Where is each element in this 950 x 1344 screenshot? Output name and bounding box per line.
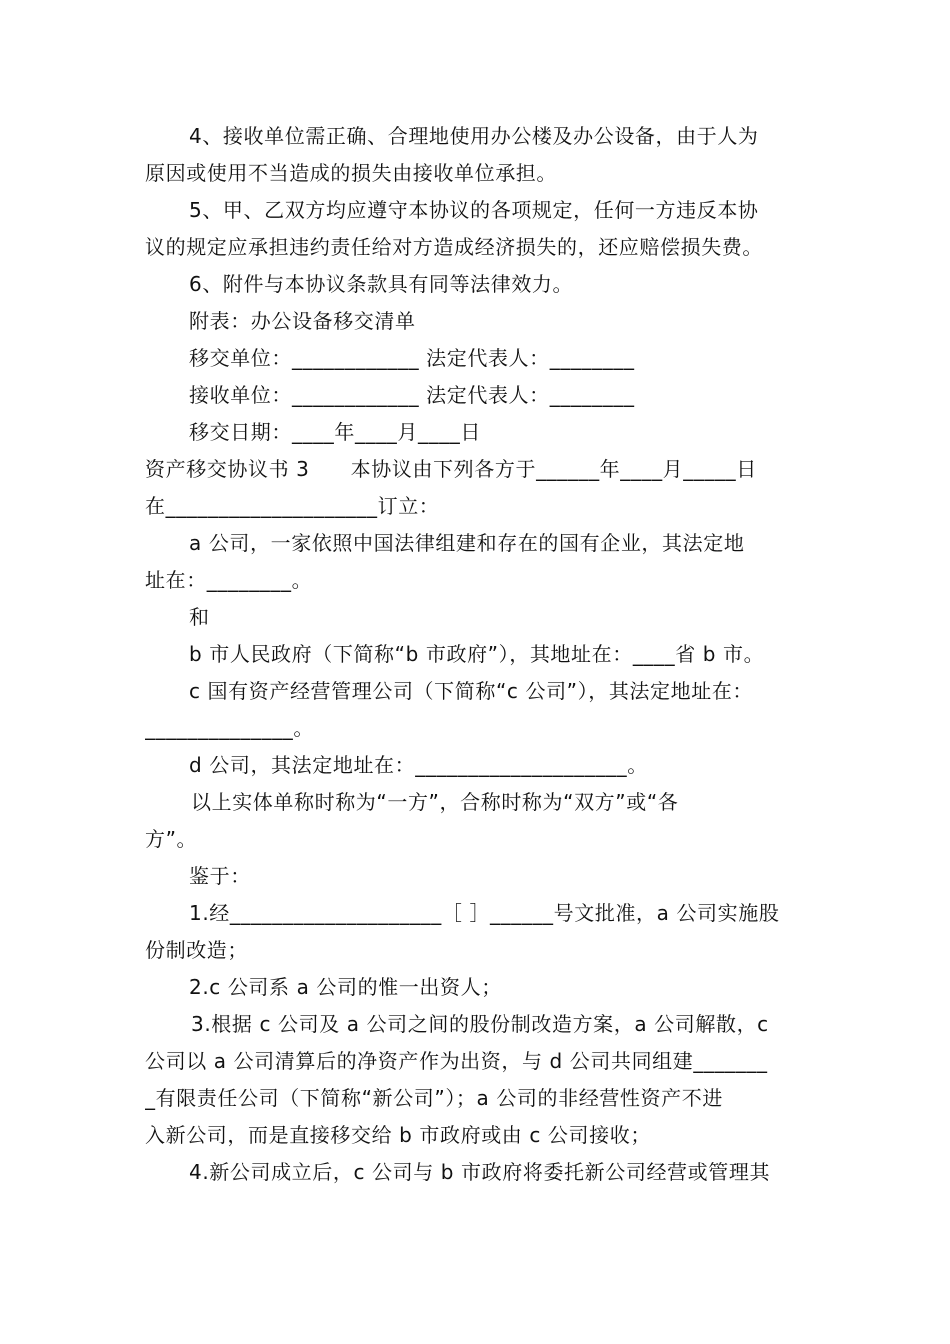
whereas-1-line-1: 1.经____________________［ ］______号文批准，a 公司实施股 — [189, 901, 780, 925]
clause-5-line-1: 5、甲、乙双方均应遵守本协议的各项规定，任何一方违反本协 — [189, 198, 759, 222]
whereas-4-line-1: 4.新公司成立后，c 公司与 b 市政府将委托新公司经营或管理其 — [189, 1160, 771, 1184]
parties-definition-line-2: 方”。 — [145, 827, 198, 851]
transfer-unit-line: 移交单位：____________ 法定代表人：________ — [189, 346, 635, 370]
whereas-3-line-1: 3.根据 c 公司及 a 公司之间的股份制改造方案，a 公司解散，c — [191, 1012, 769, 1036]
receiving-unit-line: 接收单位：____________ 法定代表人：________ — [189, 383, 635, 407]
document-body — [145, 118, 810, 1191]
clause-5-line-2: 议的规定应承担违约责任给对方造成经济损失的，还应赔偿损失费。 — [145, 235, 763, 259]
attachment-title: 附表：办公设备移交清单 — [189, 309, 416, 333]
whereas-3-line-2: 公司以 a 公司清算后的净资产作为出资，与 d 公司共同组建_______ — [145, 1049, 768, 1073]
party-d-line: d 公司，其法定地址在：____________________。 — [189, 753, 648, 777]
parties-definition-line-1: 以上实体单称时称为“一方”，合称时称为“双方”或“各 — [191, 790, 679, 814]
whereas-heading: 鉴于： — [189, 864, 251, 888]
transfer-date-line: 移交日期：____年____月____日 — [189, 420, 481, 444]
party-b-line: b 市人民政府（下简称“b 市政府”），其地址在：____省 b 市。 — [189, 642, 765, 666]
whereas-2: 2.c 公司系 a 公司的惟一出资人； — [189, 975, 502, 999]
clause-6: 6、附件与本协议条款具有同等法律效力。 — [189, 272, 574, 296]
party-c-line-2: ______________。 — [145, 716, 314, 740]
agreement-3-place: 在____________________订立： — [145, 494, 440, 518]
agreement-3-heading: 资产移交协议书 3 本协议由下列各方于______年____月_____日 — [145, 457, 757, 481]
party-c-line-1: c 国有资产经营管理公司（下简称“c 公司”），其法定地址在： — [189, 679, 754, 703]
whereas-1-line-2: 份制改造； — [145, 938, 248, 962]
party-a-line-1: a 公司，一家依照中国法律组建和存在的国有企业，其法定地 — [189, 531, 745, 555]
conjunction-and: 和 — [189, 605, 210, 629]
party-a-line-2: 址在：________。 — [145, 568, 313, 592]
whereas-3-line-4: 入新公司，而是直接移交给 b 市政府或由 c 公司接收； — [145, 1123, 651, 1147]
whereas-3-line-3: _有限责任公司（下简称“新公司”）；a 公司的非经营性资产不进 — [145, 1086, 723, 1110]
clause-4-line-1: 4、接收单位需正确、合理地使用办公楼及办公设备，由于人为 — [189, 124, 759, 148]
clause-4-line-2: 原因或使用不当造成的损失由接收单位承担。 — [145, 161, 557, 185]
